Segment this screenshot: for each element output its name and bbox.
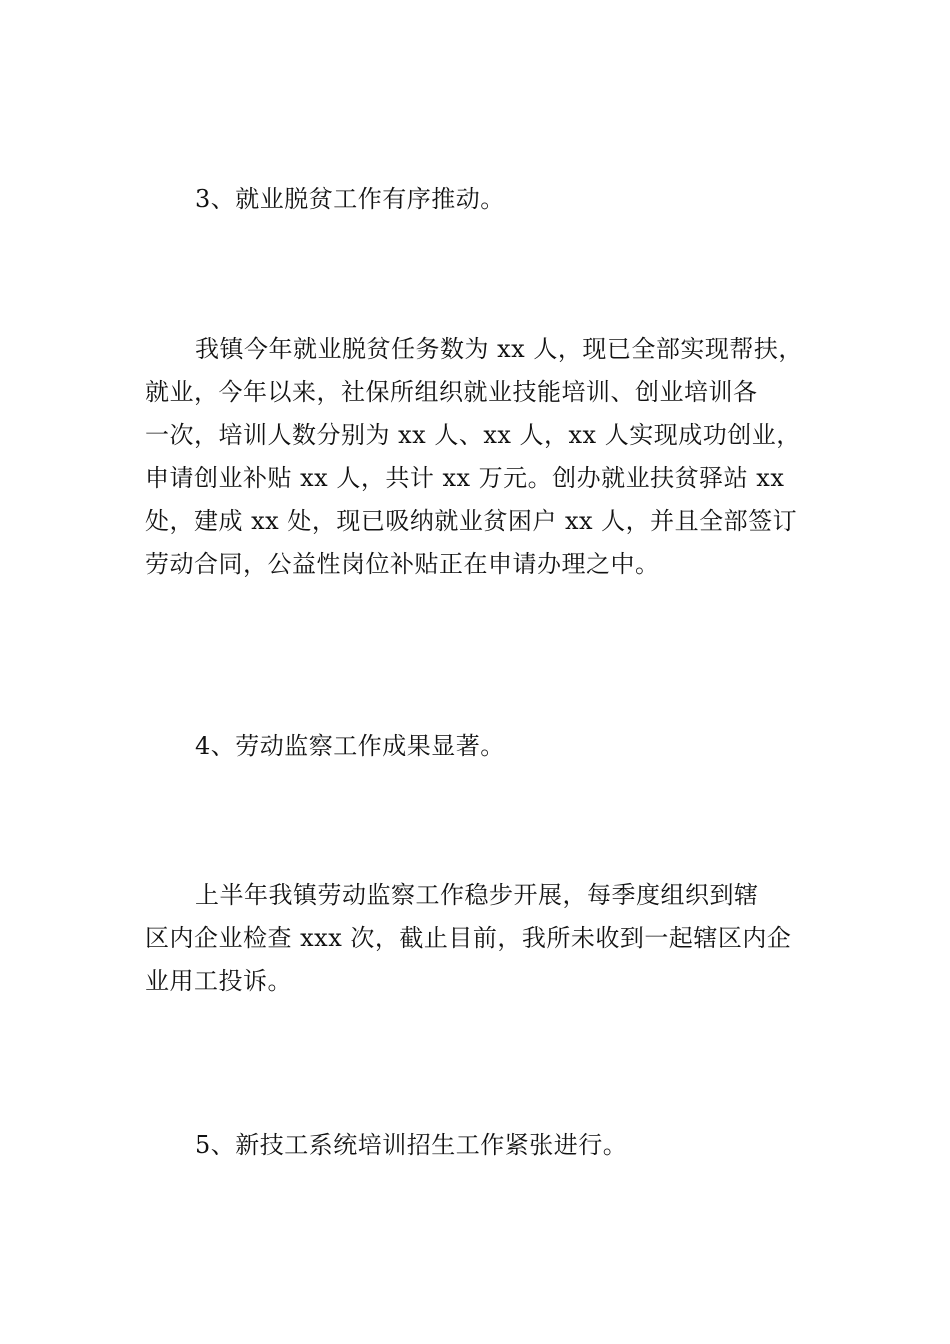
paragraph-line: 劳动合同，公益性岗位补贴正在申请办理之中。 [145,550,660,578]
section-heading-3: 3、就业脱贫工作有序推动。 [195,185,505,213]
paragraph-line: 处，建成 xx 处，现已吸纳就业贫困户 xx 人，并且全部签订 [145,507,798,535]
paragraph-line: 一次，培训人数分别为 xx 人、xx 人，xx 人实现成功创业， [145,421,801,449]
paragraph-line: 区内企业检查 xxx 次，截止目前，我所未收到一起辖区内企 [145,924,792,952]
paragraph-line: 申请创业补贴 xx 人，共计 xx 万元。创办就业扶贫驿站 xx [145,464,785,492]
section-heading-4: 4、劳动监察工作成果显著。 [195,732,505,760]
section-heading-5: 5、新技工系统培训招生工作紧张进行。 [195,1131,628,1159]
section-paragraph-4 [145,874,835,1003]
paragraph-line: 业用工投诉。 [145,967,292,995]
paragraph-line: 我镇今年就业脱贫任务数为 xx 人，现已全部实现帮扶， [195,335,803,363]
paragraph-line: 上半年我镇劳动监察工作稳步开展，每季度组织到辖 [195,881,759,909]
section-paragraph-3 [145,328,835,586]
paragraph-line: 就业，今年以来，社保所组织就业技能培训、创业培训各 [145,378,758,406]
